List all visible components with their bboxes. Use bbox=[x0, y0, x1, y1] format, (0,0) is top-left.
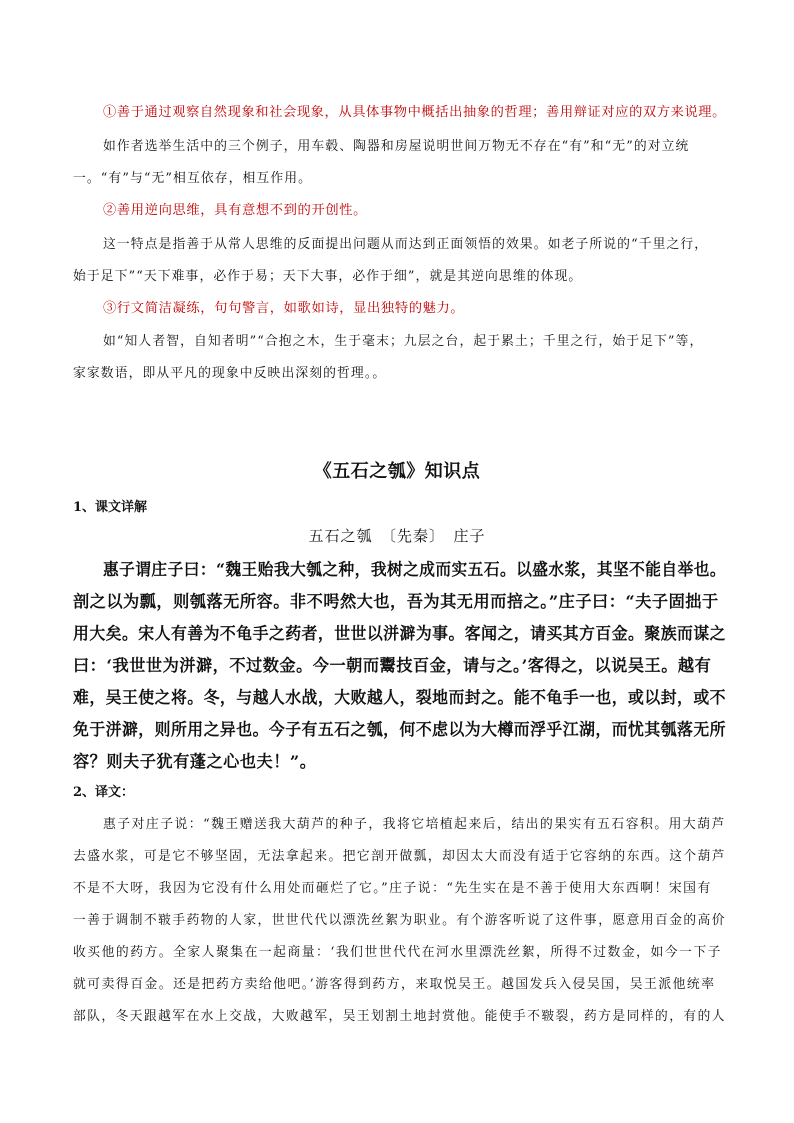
heading-2: 2、译文： bbox=[73, 785, 135, 800]
translation-line-2: 去盛水浆，可是它不够坚固，无法拿起来。把它剖开做瓢，却因太大而没有适于它容纳的东西。这个葫芦 bbox=[73, 849, 726, 864]
point-2-heading: ②善用逆向思维，具有意想不到的开创性。 bbox=[103, 203, 368, 218]
translation-line-5: 收买他的药方。全家人聚集在一起商量：‘我们世世代代在河水里漂洗丝絮，所得不过数金，如今一下子 bbox=[73, 945, 722, 960]
point-2-body-line-2: 始于足下”“天下难事，必作于易；天下大事，必作于细”，就是其逆向思维的体现。 bbox=[73, 269, 583, 284]
point-2-body-line-1: 这一特点是指善于从常人思维的反面提出问题从而达到正面领悟的效果。如老子所说的“千里之行， bbox=[103, 237, 709, 252]
original-line-5: 难，吴王使之将。冬，与越人水战，大败越人，裂地而封之。能不龟手一也，或以封，或不 bbox=[73, 688, 727, 707]
translation-line-1: 惠子对庄子说：“魏王赠送我大葫芦的种子，我将它培植起来后，结出的果实有五石容积。用大葫芦 bbox=[103, 817, 726, 832]
original-line-1: 惠子谓庄子曰：“魏王贻我大瓠之种，我树之成而实五石。以盛水浆，其坚不能自举也。 bbox=[103, 560, 727, 579]
translation-line-3: 不是不大呀，我因为它没有什么用处而砸烂了它。”庄子说：“先生实在是不善于使用大东西啊！宋国有 bbox=[73, 881, 712, 896]
original-line-3: 用大矣。宋人有善为不龟手之药者，世世以洴澼为事。客闻之，请买其方百金。聚族而谋之 bbox=[73, 624, 727, 643]
original-line-2: 剖之以为瓢，则瓠落无所容。非不呺然大也，吾为其无用而掊之。”庄子曰：“夫子固拙于 bbox=[73, 592, 719, 611]
point-3-body-line-2: 家家数语，即从平凡的现象中反映出深刻的哲理。。 bbox=[73, 366, 387, 381]
text-subtitle: 五石之瓠 〔先秦〕 庄子 bbox=[308, 527, 486, 545]
point-3-body-line-1: 如“知人者智，自知者明”“合抱之木，生于毫末；九层之台，起于累土；千里之行，始于足下”等， bbox=[103, 334, 704, 349]
original-line-4: 曰：‘我世世为洴澼，不过数金。今一朝而鬻技百金，请与之。’客得之，以说吴王。越有 bbox=[73, 656, 712, 675]
point-1-body-line-2: 一。“有”与“无”相互依存，相互作用。 bbox=[73, 171, 313, 186]
section-title: 《五石之瓠》知识点 bbox=[313, 461, 481, 482]
translation-line-4: 一善于调制不皲手药物的人家，世世代代以漂洗丝絮为职业。有个游客听说了这件事，愿意用百金的高价 bbox=[73, 913, 726, 928]
original-line-7: 容？则夫子犹有蓬之心也夫！”。 bbox=[73, 752, 317, 771]
translation-line-6: 就可卖得百金。还是把药方卖给他吧。’游客得到药方，来取悦吴王。越国发兵入侵吴国，吴王派他统率 bbox=[73, 977, 716, 992]
translation-line-7: 部队，冬天跟越军在水上交战，大败越军，吴王划割土地封赏他。能使手不皲裂，药方是同样的，有的人 bbox=[73, 1009, 726, 1024]
original-line-6: 免于洴澼，则所用之异也。今子有五石之瓠，何不虑以为大樽而浮乎江湖，而忧其瓠落无所 bbox=[73, 720, 727, 739]
heading-1: 1、课文详解 bbox=[73, 500, 148, 515]
point-1-heading: ①善于通过观察自然现象和社会现象，从具体事物中概括出抽象的哲理；善用辩证对应的双方来说理。 bbox=[103, 105, 726, 120]
point-1-body-line-1: 如作者选举生活中的三个例子，用车毂、陶器和房屋说明世间万物无不存在“有”和“无”的对立统 bbox=[103, 139, 690, 154]
point-3-heading: ③行文简洁凝练，句句警言，如歌如诗，显出独特的魅力。 bbox=[103, 301, 465, 316]
